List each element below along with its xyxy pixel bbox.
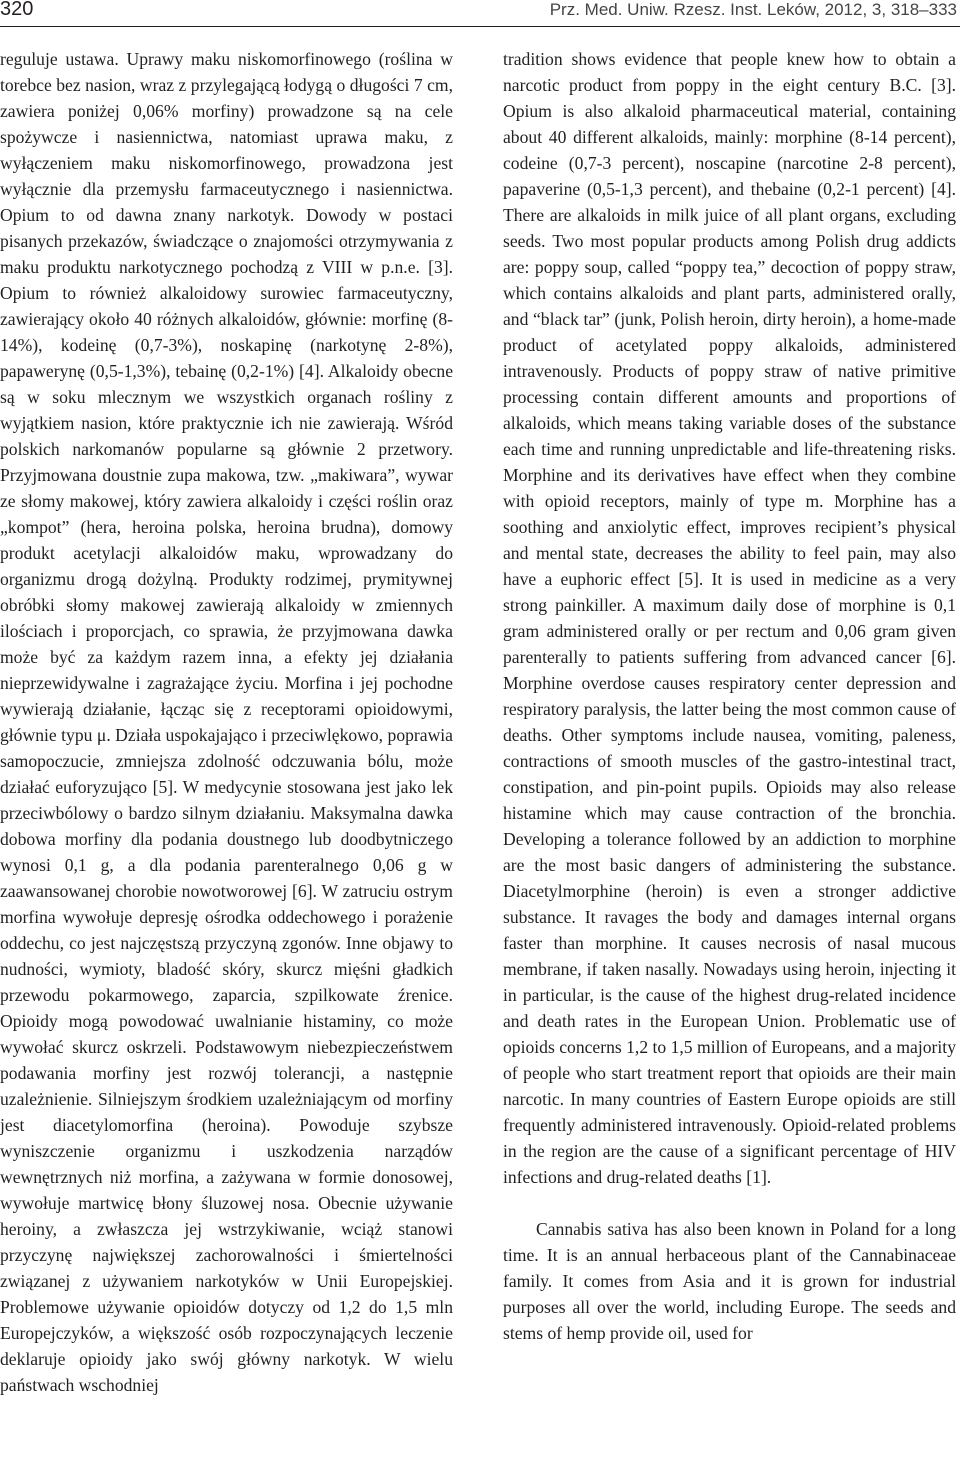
page-number: 320 — [0, 0, 34, 20]
paragraph-gap — [503, 1190, 956, 1216]
page-header — [0, 0, 960, 28]
header-rule — [0, 26, 960, 27]
right-paragraph: tradition shows evidence that people knew how to obtain a narcotic product from poppy in the eight century B.C. [3]. Opium is also alkaloid pharmaceutical material, containing about 40 different alkaloids, mainly: morphine (8-14 percent), codeine (0,7-3 percent), noscapine (narcotine 2-8 percent), papaverine (0,5-1,3 percent), and thebaine (0,2-1 percent) [4]. There are alkaloids in milk juice of all plant organs, excluding seeds. Two most popular products among Polish drug addicts are: poppy soup, called “poppy tea,” decoction of poppy straw, which contains alkaloids and plant parts, administered orally, and “black tar” (junk, Polish heroin, dirty heroin), a home-made product of acetylated poppy alkaloids, administered intravenously. Products of poppy straw of native primitive processing contain different amounts and proportions of alkaloids, which means taking variable doses of the substance each time and running unpredictable and life-threatening risks. Morphine and its derivatives have effect when they combine with opioid receptors, mainly of type m. Morphine has a soothing and anxiolytic effect, improves recipient’s physical and mental state, decreases the ability to feel pain, may also have a euphoric effect [5]. It is used in medicine as a very strong painkiller. A maximum daily dose of morphine is 0,1 gram administered orally or per rectum and 0,06 gram given parenterally to patients suffering from advanced cancer [6]. Morphine overdose causes respiratory center depression and respiratory paralysis, the latter being the most common cause of deaths. Other symptoms include nausea, vomiting, paleness, contractions of smooth muscles of the gastro-intestinal tract, constipation, and pin-point pupils. Opioids may also release histamine which may cause contraction of the bronchia. Developing a tolerance followed by an addiction to morphine are the most basic dangers of administering the substance. Diacetylmorphine (heroin) is even a stronger addictive substance. It ravages the body and damages internal organs faster than morphine. It causes necrosis of nasal mucous membrane, if taken nasally. Nowadays using heroin, injecting it in particular, is the cause of the highest drug-related incidence and death rates in the European Union. Problematic use of opioids concerns 1,2 to 1,5 million of Europeans, and a majority of people who start treatment report that opioids are their main narcotic. In many countries of Eastern Europe opioids are still frequently administered intravenously. Opioid-related problems in the region are the cause of a significant percentage of HIV infections and drug-related deaths [1]. — [503, 49, 956, 1187]
right-paragraph-cannabis: Cannabis sativa has also been known in Poland for a long time. It is an annual herbaceous plant of the Cannabinaceae family. It comes from Asia and it is grown for industrial purposes all over the world, including Europe. The seeds and stems of hemp provide oil, used for — [503, 1219, 956, 1343]
right-column-english-text — [503, 46, 956, 1478]
journal-citation: Prz. Med. Uniw. Rzesz. Inst. Leków, 2012, 3, 318–333 — [549, 0, 957, 19]
left-paragraph: reguluje ustawa. Uprawy maku niskomorfinowego (roślina w torebce bez nasion, wraz z przylegającą łodygą o długości 7 cm, zawiera poniżej 0,06% morfiny) prowadzone są na cele spożywcze i nasiennictwa, natomiast uprawa maku, z wyłączeniem maku niskomorfinowego, prowadzona jest wyłącznie dla przemysłu farmaceutycznego i nasiennictwa. Opium to od dawna znany narkotyk. Dowody w postaci pisanych przekazów, świadczące o znajomości otrzymywania z maku produktu narkotycznego pochodzą z VIII w p.n.e. [3]. Opium to również alkaloidowy surowiec farmaceutyczny, zawierający około 40 różnych alkaloidów, głównie: morfinę (8-14%), kodeinę (0,7-3%), noskapinę (narkotynę 2-8%), papawerynę (0,5-1,3%), tebainę (0,2-1%) [4]. Alkaloidy obecne są w soku mlecznym we wszystkich organach rośliny z wyjątkiem nasion, które praktycznie ich nie zawierają. Wśród polskich narkomanów popularne są głównie 2 przetwory. Przyjmowana doustnie zupa makowa, tzw. „makiwara”, wywar ze słomy makowej, który zawiera alkaloidy i części roślin oraz „kompot” (hera, heroina polska, heroina brudna), domowy produkt acetylacji alkaloidów maku, wprowadzany do organizmu drogą dożylną. Produkty rodzimej, prymitywnej obróbki słomy makowej zawierają alkaloidy w zmiennych ilościach i proporcjach, co sprawia, że przyjmowana dawka może być za każdym razem inna, a efekty jej działania nieprzewidywalne i zagrażające życiu. Morfina i jej pochodne wywierają działanie, łącząc się z receptorami opioidowymi, głównie typu μ. Działa uspokajająco i przeciwlękowo, poprawia samopoczucie, zmniejsza zdolność odczuwania bólu, może działać euforyzująco [5]. W medycynie stosowana jest jako lek przeciwbólowy o bardzo silnym działaniu. Maksymalna dawka dobowa morfiny dla podania doustnego lub doodbytniczego wynosi 0,1 g, a dla podania parenteralnego 0,06 g w zaawansowanej chorobie nowotworowej [6]. W zatruciu ostrym morfina wywołuje depresję ośrodka oddechowego i porażenie oddechu, co jest najczęstszą przyczyną zgonów. Inne objawy to nudności, wymioty, bladość skóry, skurcz mięśni gładkich przewodu pokarmowego, zaparcia, szpilkowate źrenice. Opioidy mogą powodować uwalnianie histaminy, co może wywołać skurcz oskrzeli. Podstawowym niebezpieczeństwem podawania morfiny jest rozwój tolerancji, a następnie uzależnienie. Silniejszym środkiem uzależniającym od morfiny jest diacetylomorfina (heroina). Powoduje szybsze wyniszczenie organizmu i uszkodzenia narządów wewnętrznych niż morfina, a zażywana w formie donosowej, wywołuje martwicę błony śluzowej nosa. Obecnie używanie heroiny, a zwłaszcza jej wstrzykiwanie, wciąż stanowi przyczynę największej zachorowalności i śmiertelności związanej z używaniem narkotyków w Unii Europejskiej. Problemowe używanie opioidów dotyczy od 1,2 do 1,5 mln Europejczyków, a większość osób rozpoczynających leczenie deklaruje opioidy jako swój główny narkotyk. W wielu państwach wschodniej — [0, 49, 453, 1395]
left-column-polish-text — [0, 46, 453, 1478]
